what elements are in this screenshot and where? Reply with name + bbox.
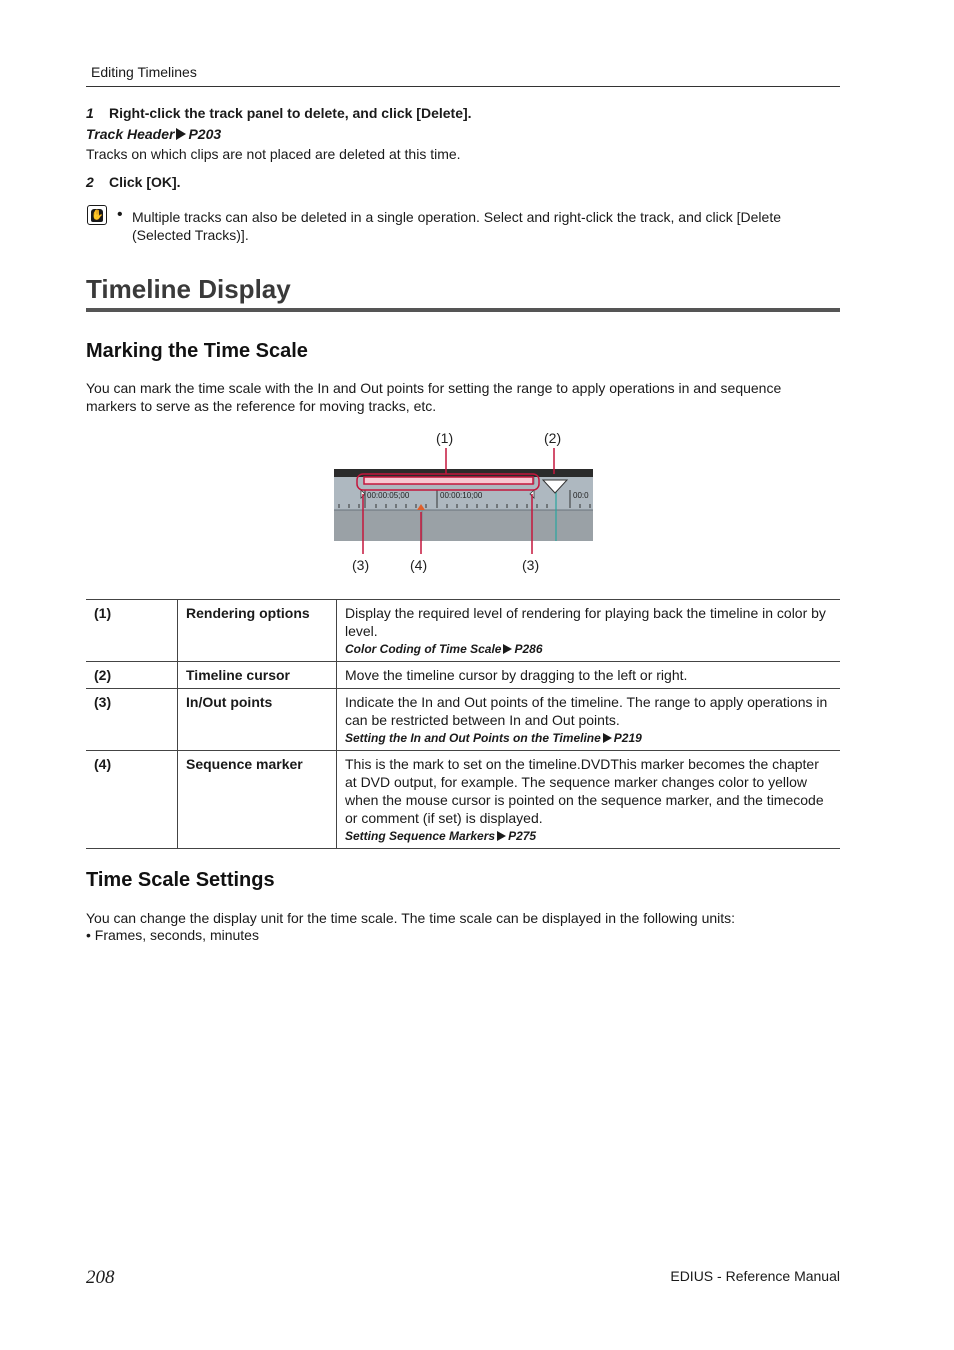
callout-label: (1) xyxy=(436,430,454,446)
link-label: Color Coding of Time Scale xyxy=(345,642,502,656)
step-1 xyxy=(86,105,472,121)
arrow-right-icon xyxy=(497,831,506,841)
time-scale-illustration xyxy=(334,426,594,576)
section-rule xyxy=(86,308,840,312)
step-1-text: Right-click the track panel to delete, and click [Delete]. xyxy=(109,105,472,121)
step-1-number: 1 xyxy=(86,105,94,121)
timecode-label: 00:0 xyxy=(573,491,589,500)
table-row xyxy=(86,689,840,751)
row-description-cell xyxy=(337,751,841,849)
row-description: Display the required level of rendering for playing back the timeline in color by level. xyxy=(345,605,826,639)
cross-reference-link[interactable] xyxy=(345,730,832,746)
note-hand-icon: ✋ xyxy=(87,205,107,225)
step-1-description: Tracks on which clips are not placed are deleted at this time. xyxy=(86,146,461,162)
arrow-right-icon xyxy=(503,644,512,654)
link-page: P286 xyxy=(514,642,543,656)
timecode-label: 00:00:05;00 xyxy=(367,491,410,500)
time-scale-figure xyxy=(334,426,594,576)
cross-reference-link[interactable] xyxy=(345,641,832,657)
row-id: (2) xyxy=(86,662,178,689)
track-header-link[interactable] xyxy=(86,126,221,142)
arrow-right-icon xyxy=(176,128,186,140)
page-number: 208 xyxy=(86,1267,115,1288)
row-description: Move the timeline cursor by dragging to the left or right. xyxy=(345,667,688,683)
row-description: This is the mark to set on the timeline.DVDThis marker becomes the chapter at DVD output, for example. The sequence marker changes color to yellow when the mouse cursor is pointed on the sequence marker, and the timecode or comment (if set) is displayed. xyxy=(345,756,824,826)
track-area xyxy=(334,510,593,541)
note-bullet: • xyxy=(117,206,123,223)
step-2-text: Click [OK]. xyxy=(109,174,181,190)
link-label: Setting the In and Out Points on the Timeline xyxy=(345,731,601,745)
subsection-paragraph-settings: You can change the display unit for the time scale. The time scale can be displayed in the following units: xyxy=(86,910,736,926)
row-description-cell xyxy=(337,662,841,689)
row-description-cell xyxy=(337,600,841,662)
row-name: Sequence marker xyxy=(178,751,337,849)
cross-reference-link[interactable] xyxy=(345,828,832,844)
table-row xyxy=(86,662,840,689)
row-id: (3) xyxy=(86,689,178,751)
table-row xyxy=(86,751,840,849)
callout-label: (3) xyxy=(522,557,540,573)
callout-label: (4) xyxy=(410,557,428,573)
callout-table xyxy=(86,599,840,849)
row-id: (1) xyxy=(86,600,178,662)
row-name: Rendering options xyxy=(178,600,337,662)
subsection-paragraph-marking: You can mark the time scale with the In and Out points for setting the range to apply operations in and sequence markers to serve as the reference for moving tracks, etc. xyxy=(86,380,782,414)
section-title: Timeline Display xyxy=(86,274,291,304)
note-text: Multiple tracks can also be deleted in a single operation. Select and right-click the track, and click [Delete (Selected Tracks)]. xyxy=(132,209,782,243)
running-header: Editing Timelines xyxy=(91,64,197,80)
row-name: Timeline cursor xyxy=(178,662,337,689)
row-description-cell xyxy=(337,689,841,751)
row-description: Indicate the In and Out points of the timeline. The range to apply operations in can be restricted between In and Out points. xyxy=(345,694,828,728)
link-label: Setting Sequence Markers xyxy=(345,829,496,843)
row-name: In/Out points xyxy=(178,689,337,751)
row-id: (4) xyxy=(86,751,178,849)
arrow-right-icon xyxy=(603,733,612,743)
step-2-number: 2 xyxy=(86,174,94,190)
callout-label: (2) xyxy=(544,430,562,446)
list-item: • Frames, seconds, minutes xyxy=(86,927,259,943)
subsection-title-settings: Time Scale Settings xyxy=(86,869,275,891)
step-2 xyxy=(86,174,181,190)
link-page: P219 xyxy=(613,731,642,745)
link-label: Track Header xyxy=(86,126,175,142)
timecode-label: 00:00:10;00 xyxy=(440,491,483,500)
manual-title: EDIUS - Reference Manual xyxy=(670,1268,840,1284)
table-row xyxy=(86,600,840,662)
subsection-title-marking: Marking the Time Scale xyxy=(86,340,308,362)
link-page: P203 xyxy=(188,126,222,142)
header-rule xyxy=(86,86,840,87)
link-page: P275 xyxy=(508,829,537,843)
callout-label: (3) xyxy=(352,557,370,573)
